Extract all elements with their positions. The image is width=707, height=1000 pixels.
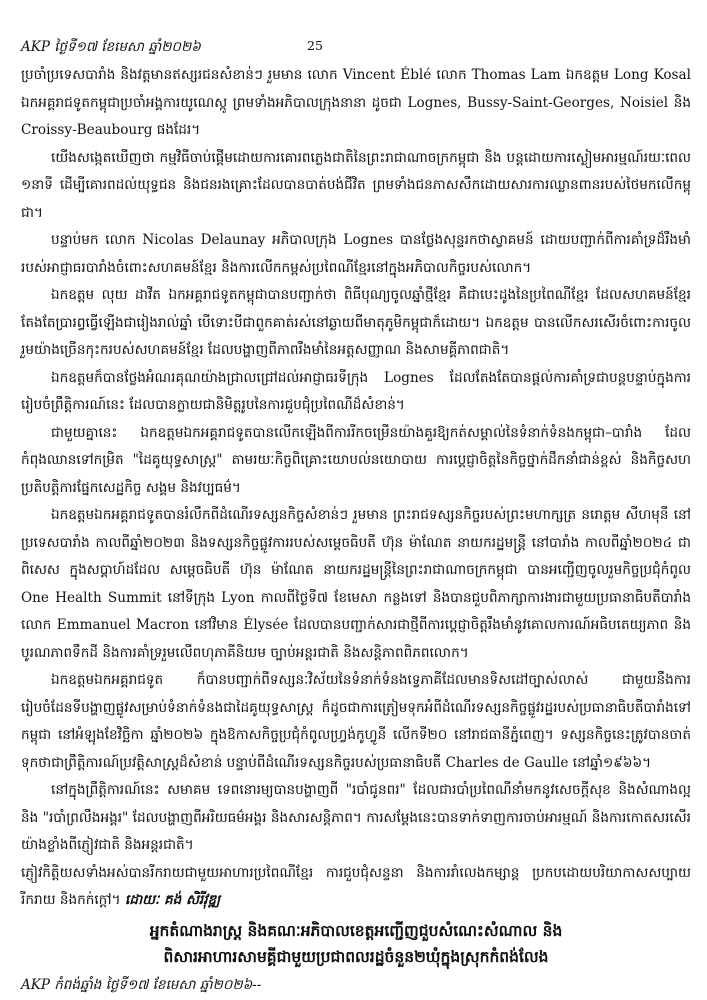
- header-dateline: AKP ថ្ងៃទី១៧ ខែមេសា ឆ្នាំ២០២៦: [21, 39, 201, 55]
- headline-line: ពិសារអាហារសាមគ្គីជាមួយប្រជាពលរដ្ឋចំនួន២ឃុំក្នុងស្រុកកំពង់លែង: [163, 946, 549, 966]
- paragraph: បន្ទាប់មក លោក Nicolas Delaunay អភិបាលក្រុង Lognes បានថ្លែងសុន្ទរកថាស្វាគមន៍ ដោយបញ្ជាក់ពីការគាំទ្រដ៏រឹងមាំរបស់អាជ្ញាធរបារាំងចំពោះសហគមន៍ខ្មែរ និងការលើកកម្ពស់ប្រពៃណីខ្មែរនៅក្នុងអភិបាលកិច្ចរបស់លោក។: [21, 232, 691, 276]
- byline: ដោយៈ គង់ សិរីវុឌ្ឍ: [124, 892, 221, 908]
- article-body: [21, 62, 691, 999]
- paragraph-continued: ប្រចាំប្រទេសបារាំង និងវត្តមានឥស្សរជនសំខាន់ៗ រួមមាន លោក Vincent Éblé លោក Thomas Lam ឯកឧត្តម Long Kosal ឯកអគ្គរាជទូតកម្ពុជាប្រចាំអង្គការយូណេស្កូ ព្រមទាំងអភិបាលក្រុងនានា ដូចជា Lognes, Bussy-Saint-Georges, Noisiel និង Croissy-Beaubourg ផងដែរ។: [21, 67, 691, 138]
- page-number: 25: [307, 38, 323, 53]
- next-article-dateline: AKP កំពង់ឆ្នាំង ថ្ងៃទី១៧ ខែមេសា ឆ្នាំ២០២៦--: [21, 976, 262, 993]
- next-article-headline: [21, 918, 691, 970]
- paragraph: ឯកឧត្តមឯកអគ្គរាជទូត ក៏បានបញ្ជាក់ពីទស្សនៈវិស័យនៃទំនាក់ទំនងទ្វេភាគីដែលមានទិសដៅច្បាស់លាស់ ជាមួយនឹងការរៀបចំដែនទីបង្ហាញផ្លូវសម្រាប់ទំនាក់ទំនងជាដៃគូយុទ្ធសាស្ត្រ ក៏ដូចជាការត្រៀមទុកអំពីដំណើរទស្សនកិច្ចផ្លូវរដ្ឋរបស់ប្រធានាធិបតីបារាំងទៅកម្ពុជា នៅអំឡុងខែវិច្ឆិកា ឆ្នាំ២០២៦ ក្នុងឱកាសកិច្ចប្រជុំកំពូលហ្វ្រង់កូហ្វូនី លើកទី២០ នៅរាជធានីភ្នំពេញ។ ទស្សនកិច្ចនេះត្រូវបានចាត់ទុកថាជាព្រឹត្តិការណ៍ប្រវត្តិសាស្ត្រដ៏សំខាន់ បន្ទាប់ពីដំណើរទស្សនកិច្ចរបស់ប្រធានាធិបតី Charles de Gaulle នៅឆ្នាំ១៩៦៦។: [21, 672, 691, 771]
- paragraph: ឯកឧត្តមឯកអគ្គរាជទូតបានរំលឹកពីដំណើរទស្សនកិច្ចសំខាន់ៗ រួមមាន ព្រះរាជទស្សនកិច្ចរបស់ព្រះមហាក្សត្រ នរោត្តម សីហមុនី នៅប្រទេសបារាំង កាលពីឆ្នាំ២០២៣ និងទស្សនកិច្ចផ្លូវការរបស់សម្តេចធិបតី ហ៊ុន ម៉ាណែត នាយករដ្ឋមន្ត្រី នៅបារាំង កាលពីឆ្នាំ២០២៤ ជាពិសេស ក្នុងសប្តាហ៍ដដែល សម្តេចធិបតី ហ៊ុន ម៉ាណែត នាយករដ្ឋមន្ត្រីនៃព្រះរាជាណាចក្រកម្ពុជា បានអញ្ជើញចូលរួមកិច្ចប្រជុំកំពូល One Health Summit នៅទីក្រុង Lyon កាលពីថ្ងៃទី៧ ខែមេសា កន្លងទៅ និងបានជួបពិភាក្សាការងារជាមួយប្រធានាធិបតីបារាំង លោក Emmanuel Macron នៅវិមាន Élysée ដែលបានបញ្ជាក់សារជាថ្មីពីការប្តេជ្ញាចិត្តរឹងមាំនូវគោលការណ៍អធិបតេយ្យភាព និងបូរណភាពទឹកដី និងការគាំទ្ររួមលើពហុភាគីនិយម ច្បាប់អន្តរជាតិ និងសន្តិភាពពិភពលោក។: [21, 507, 691, 661]
- paragraph: ឯកឧត្តម លុយ ដាវីត ឯកអគ្គរាជទូតកម្ពុជាបានបញ្ជាក់ថា ពិធីបុណ្យចូលឆ្នាំថ្មីខ្មែរ គឺជាបេះដូងនៃប្រពៃណីខ្មែរ ដែលសហគមន៍ខ្មែរតែងតែប្រារព្ធធ្វើឡើងជារៀងរាល់ឆ្នាំ បើទោះបីជាពួកគាត់រស់នៅឆ្ងាយពីមាតុភូមិកម្ពុជាក៏ដោយ។ ឯកឧត្តម បានលើកសរសើរចំពោះការចូលរួមយ៉ាងច្រើនកុះករបស់សហគមន៍ខ្មែរ ដែលបង្ហាញពីភាពរឹងមាំនៃអត្តសញ្ញាណ និងសាមគ្គីភាពជាតិ។: [21, 287, 691, 358]
- paragraph: ឯកឧត្តមក៏បានថ្លែងអំណរគុណយ៉ាងជ្រាលជ្រៅដល់អាជ្ញាធរទីក្រុង Lognes ដែលតែងតែបានផ្តល់ការគាំទ្រជាបន្តបន្ទាប់ក្នុងការរៀបចំព្រឹត្តិការណ៍នេះ ដែលបានក្លាយជានិមិត្តរូបនៃការជួបជុំប្រពៃណីដ៏សំខាន់។: [21, 369, 691, 413]
- paragraph: ជាមួយគ្នានេះ ឯកឧត្តមឯកអគ្គរាជទូតបានលើកឡើងពីការរីកចម្រើនយ៉ាងគួរឱ្យកត់សម្គាល់នៃទំនាក់ទំនងកម្ពុជា–បារាំង ដែលកំពុងឈានទៅកម្រិត "ដៃគូយុទ្ធសាស្ត្រ" តាមរយៈកិច្ចពិគ្រោះយោបល់នយោបាយ ការប្តេជ្ញាចិត្តនៃកិច្ចថ្នាក់ដឹកនាំជាន់ខ្ពស់ និងកិច្ចសហប្រតិបត្តិការផ្នែកសេដ្ឋកិច្ច សង្គម និងវប្បធម៌។: [21, 424, 691, 496]
- headline-line: អ្នកតំណាងរាស្ត្រ និងគណៈអភិបាលខេត្តអញ្ជើញជួបសំណេះសំណាល និង: [149, 920, 563, 940]
- closing-text: ភ្ញៀវកិត្តិយសទាំងអស់បានរីករាយជាមួយអាហារប្រពៃណីខ្មែរ ការជួបជុំសន្ទនា និងការរាំលេងកម្សាន្ត ប្រកបដោយបរិយាកាសសប្បាយរីករាយ និងកក់ក្តៅ។: [21, 864, 691, 908]
- paragraph: នៅក្នុងព្រឹត្តិការណ៍នេះ សមាគម ទេពនោរម្យបានបង្ហាញពី "របាំជូនពរ" ដែលជារបាំប្រពៃណីនាំមកនូវសេចក្តីសុខ និងសំណាងល្អ និង "របាំព្រលឹងអង្គរ" ដែលបង្ហាញពីអរិយធម៌អង្គរ និងសារសន្តិភាព។ ការសម្តែងនេះបានទាក់ទាញការចាប់អារម្មណ៍ និងការកោតសរសើរយ៉ាងខ្លាំងពីភ្ញៀវជាតិ និងអន្តរជាតិ។: [21, 782, 691, 853]
- page-header: [21, 38, 691, 58]
- paragraph: យើងសង្កេតឃើញថា កម្មវិធីចាប់ផ្តើមដោយការគោរពភ្លេងជាតិនៃព្រះរាជាណាចក្រកម្ពុជា និង បន្តដោយការស្ងៀមអារម្មណ៍រយៈពេល ១នាទី ដើម្បីគោរពដល់យុទ្ធជន និងជនរងគ្រោះដែលបានបាត់បង់ជីវិត ព្រមទាំងជនភាសសឹកដោយសារការឈ្លានពានរបស់ថៃមកលើកម្ពុជា។: [21, 149, 691, 221]
- closing-paragraph: [21, 860, 691, 915]
